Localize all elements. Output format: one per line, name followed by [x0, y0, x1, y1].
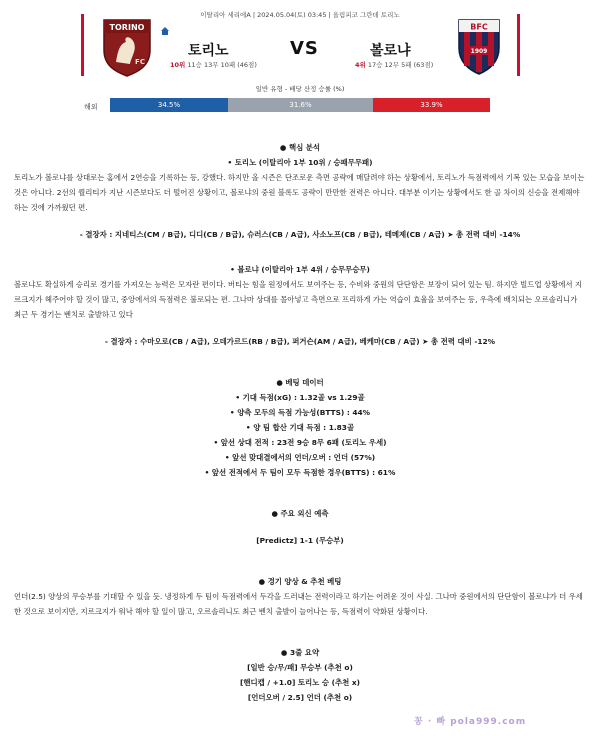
match-meta: 이탈리아 세리에A | 2024.05.04(토) 03:45 | 올림피코 그란데 토리노 — [200, 11, 400, 19]
betting-item-h2h: • 앞선 상대 전적 : 23전 9승 8무 6패 (토리노 우세) — [213, 438, 387, 447]
spacer — [14, 349, 586, 375]
home-absent-players: - 결장자 : 지네티스(CM / B급), 디디(CB / B급), 슈러스(CB / A급), 사소노프(CB / B급), 테메제(CB / A급) ➤ 총 전력 대비 -14% — [79, 230, 521, 239]
svg-text:FC: FC — [135, 58, 145, 66]
home-icon — [160, 26, 170, 36]
spacer — [14, 521, 586, 533]
away-team-rank: 4위 — [355, 61, 366, 69]
home-team-stats: 11승 13무 10패 (46점) — [187, 61, 257, 69]
vs-label: VS — [290, 38, 319, 59]
spacer — [14, 548, 586, 574]
home-team-name: 토리노 — [188, 43, 229, 59]
away-analysis-text: 볼로냐도 확실하게 승리로 경기를 가져오는 능력은 모자란 편이다. 버티는 힘을 원정에서도 보여주는 등, 수비와 중원의 단단함은 보장이 되어 있는 팀. 하지만 빌드업 상황에서 지르크지가 헤주어야 할 것이 많고, 중앙에서의 득점력은 불로되는 편. 그나마 상대를 몰아넣고 측면으로 프리하게 가는 역습이 효율을 보여주는 등, 우측에 배치되는 오르솔리니가 최근 두 경기는 벤치로 출발하고 있다 — [14, 280, 582, 319]
away-analysis-heading: • 볼로냐 (이탈리아 1부 4위 / 승무무승무) — [230, 265, 370, 274]
home-team-rank: 10위 — [170, 61, 186, 69]
article-body — [14, 140, 586, 705]
home-analysis-text: 토리노가 볼로냐를 상대로는 홈에서 2연승을 기록하는 등, 강했다. 하지만 올 시즌은 단조로운 측면 공략에 매달려야 하는 상황에서, 토리노가 득점력에서 기복 있는 모습을 보이는 것은 아니다. 2선의 퀄리티가 지난 시즌보다도 더 떨어진 상황이고, 볼로냐의 중원 블록도 공략이 만만한 전력은 아니다. 대부분 이기는 상황에서도 한 골 차이의 신승을 전제해야 하는 것에 가까웠던 편. — [14, 173, 585, 212]
away-team-name: 볼로냐 — [370, 43, 411, 59]
match-header — [0, 0, 600, 86]
away-absent-players: - 결장자 : 수마오로(CB / A급), 오데가르드(RB / B급), 퍼거슨(AM / A급), 베케마(CB / A급) ➤ 총 전력 대비 -12% — [104, 337, 496, 346]
outlook-text: 언더(2.5) 양상의 무승부를 기대할 수 있을 듯. 냉정하게 두 팀이 득점력에서 두각을 드러내는 전력이라고 하기는 어려운 것이 사실. 그나마 중원에서의 단단함이 볼로냐가 더 우세한 것으로 보이지만, 지르크지가 워낙 해야 할 일이 많고, 오르솔리니도 최근 벤치 출발이 늘어나는 등, 득점력이 약화된 상황이다. — [14, 592, 583, 616]
summary-title: ● 3줄 요약 — [280, 648, 320, 657]
prediction-title: ● 주요 외신 예측 — [271, 509, 329, 518]
betting-item-h2h-btts: • 앞선 전적에서 두 팀이 모두 득점한 경우(BTTS) : 61% — [204, 468, 396, 477]
analysis-title: ● 핵심 분석 — [279, 143, 321, 152]
home-analysis-heading: • 토리노 (이탈리아 1부 10위 / 승패무무패) — [227, 158, 373, 167]
right-accent-bar — [517, 14, 520, 76]
away-team-record — [355, 60, 433, 69]
outlook-title: ● 경기 양상 & 추천 베팅 — [258, 577, 342, 586]
betting-item-xg: • 기대 득점(xG) : 1.32골 vs 1.29골 — [235, 393, 365, 402]
summary-line-handicap: [핸디캡 / +1.0] 토리노 승 (추천 x) — [240, 678, 360, 687]
spacer — [14, 480, 586, 506]
svg-text:TORINO: TORINO — [109, 23, 145, 32]
svg-text:BFC: BFC — [470, 22, 488, 32]
spacer — [14, 215, 586, 227]
odds-source-label: 해외 — [84, 103, 98, 111]
away-team-stats: 17승 12무 5패 (63점) — [367, 61, 434, 69]
spacer — [14, 619, 586, 645]
home-team-record — [170, 60, 257, 69]
summary-line-under-over: [언더오버 / 2.5] 언더 (추천 o) — [247, 693, 353, 702]
site-watermark: 꽁 · 빠 pola999.com — [414, 717, 527, 727]
spacer — [14, 322, 586, 334]
odds-title: 일반 유형 - 배당 산정 승률 (%) — [255, 85, 345, 93]
svg-text:1909: 1909 — [470, 48, 488, 55]
betting-item-btts: • 양측 모두의 득점 가능성(BTTS) : 44% — [229, 408, 371, 417]
odds-draw-bar: 31.6% — [228, 98, 373, 112]
betting-data-title: ● 베팅 데이터 — [276, 378, 324, 387]
odds-away-bar: 33.9% — [373, 98, 490, 112]
bologna-logo-icon — [456, 16, 502, 76]
torino-logo-icon — [100, 16, 154, 78]
odds-home-bar: 34.5% — [110, 98, 228, 112]
betting-item-under-over: • 앞선 맞대결에서의 언더/오버 : 언더 (57%) — [224, 453, 376, 462]
spacer — [14, 242, 586, 262]
betting-item-total-goals: • 양 팀 합산 기대 득점 : 1.83골 — [245, 423, 355, 432]
prediction-value: [Predictz] 1-1 (무승부) — [256, 536, 344, 545]
summary-line-result: [일반 승/무/패] 무승부 (추천 o) — [247, 663, 353, 672]
left-accent-bar — [81, 14, 84, 76]
